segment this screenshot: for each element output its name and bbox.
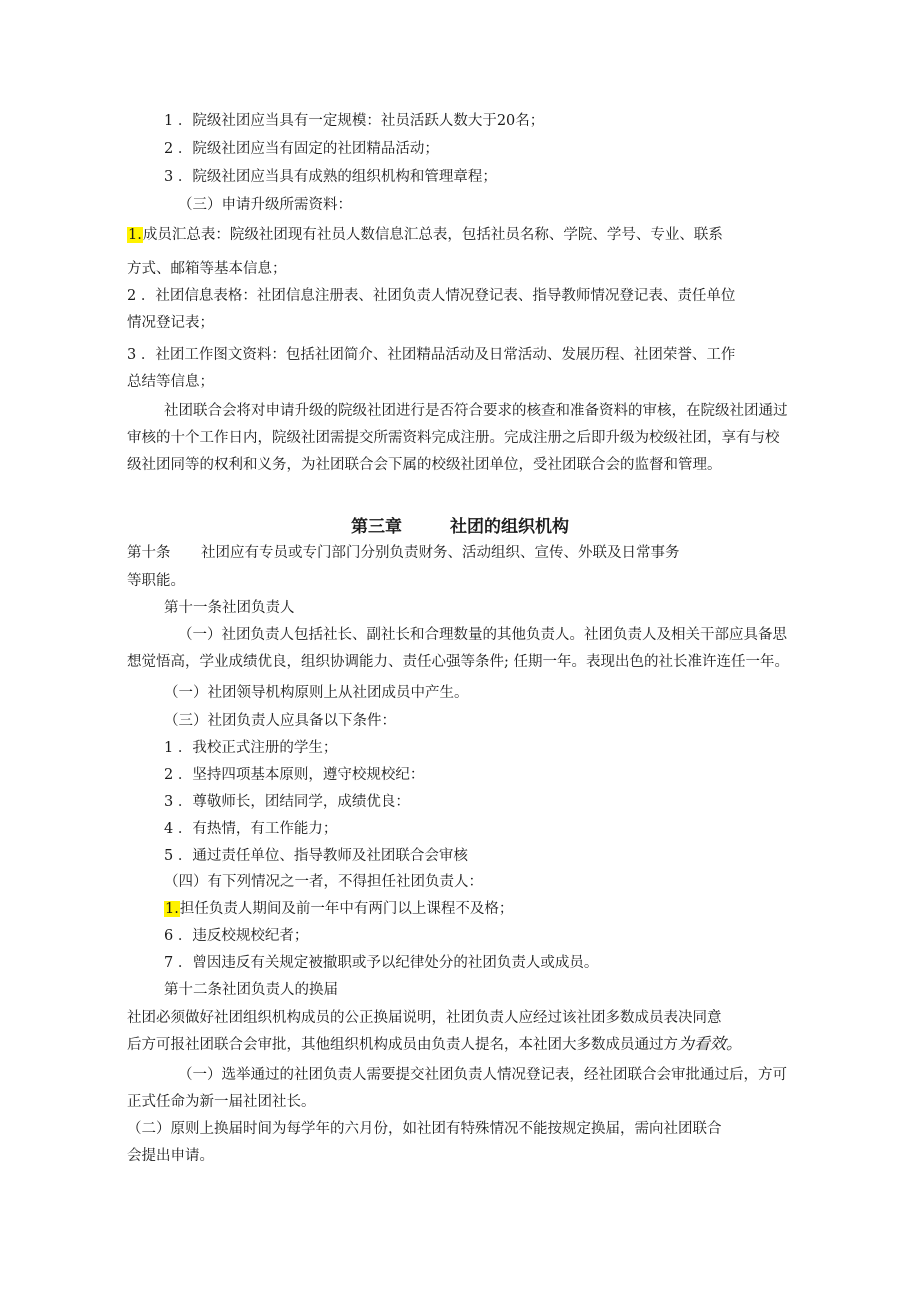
material-3: 3 ．社团工作图文资料：包括社团简介、社团精品活动及日常活动、发展历程、社团荣誉、工作 [127,347,736,363]
article-10-cont: 等职能。 [127,573,185,589]
highlighted-number: 1. [165,901,179,917]
article-11-para-4: （四）有下列情况之一者，不得担任社团负责人： [164,874,483,890]
article-12-para-line-2: 后方可报社团联合会审批，其他组织机构成员由负责人提名，本社团大多数成员通过方为看效。 [127,1034,743,1053]
material-2-cont: 情况登记表； [127,315,214,331]
material-3-cont: 总结等信息； [127,374,214,390]
article-11-para-3: （三）社团负责人应具备以下条件： [164,713,396,729]
review-paragraph-line-1: 社团联合会将对申请升级的院级社团进行是否符合要求的核查和准备资料的审核，在院级社团通过 [164,403,788,419]
chapter-number: 第三章 [351,517,402,537]
requirement-1: 1 ．院级社团应当具有一定规模：社员活跃人数大于20名； [164,113,545,129]
condition-4: 4 ．有热情，有工作能力； [164,821,338,837]
article-10: 第十条 社团应有专员或专门部门分别负责财务、活动组织、宣传、外联及日常事务 [127,545,680,561]
article-11-para-2: （一）社团领导机构原则上从社团成员中产生。 [164,685,469,701]
material-2: 2 ．社团信息表格：社团信息注册表、社团负责人情况登记表、指导教师情况登记表、责任单位 [127,288,736,304]
material-1-cont: 方式、邮箱等基本信息； [127,261,287,277]
article-11-para-1-line-1: （一）社团负责人包括社长、副社长和合理数量的其他负责人。社团负责人及相关干部应具备思 [178,627,787,643]
article-12-item-1-line-1: （一）选举通过的社团负责人需要提交社团负责人情况登记表，经社团联合会审批通过后，方可 [178,1067,787,1083]
review-paragraph-line-3: 级社团同等的权利和义务，为社团联合会下属的校级社团单位，受社团联合会的监督和管理。 [127,457,722,473]
condition-3: 3 ．尊敬师长，团结同学，成绩优良： [164,794,410,810]
disqualification-6: 6 ．违反校规校纪者； [164,928,309,944]
article-12-item-2-line-2: 会提出申请。 [127,1148,214,1164]
condition-5: 5 ．通过责任单位、指导教师及社团联合会审核 [164,848,468,864]
article-12-title: 第十二条社团负责人的换届 [164,982,338,998]
article-12-item-1-line-2: 正式任命为新一届社团社长。 [127,1094,316,1110]
article-11-title: 第十一条社团负责人 [164,600,295,616]
material-1: 1.成员汇总表：院级社团现有社员人数信息汇总表，包括社员名称、学院、学号、专业、联系 [128,227,723,243]
chapter-heading [0,516,920,538]
article-11-para-1-line-2: 想觉悟高，学业成绩优良，组织协调能力、责任心强等条件; 任期一年。表现出色的社长准许连任一年。 [127,654,789,670]
article-12-para-line-1: 社团必须做好社团组织机构成员的公正换届说明，社团负责人应经过该社团多数成员表决同意 [127,1010,722,1026]
chapter-title: 社团的组织机构 [450,517,569,537]
article-12-item-2-line-1: （二）原则上换届时间为每学年的六月份，如社团有特殊情况不能按规定换届，需向社团联合 [127,1121,722,1137]
disqualification-1: 1.担任负责人期间及前一年中有两门以上课程不及格； [165,901,514,917]
requirement-3: 3 ．院级社团应当具有成熟的组织机构和管理章程； [164,169,497,185]
subheading-materials: （三）申请升级所需资料： [178,197,352,213]
highlighted-number: 1. [128,227,142,243]
italic-tail: 为看效。 [678,1034,743,1053]
condition-1: 1 ．我校正式注册的学生； [164,740,338,756]
condition-2: 2 ．坚持四项基本原则，遵守校规校纪： [164,767,425,783]
article-10-label: 第十条 [127,545,171,561]
review-paragraph-line-2: 审核的十个工作日内，院级社团需提交所需资料完成注册。完成注册之后即升级为校级社团，享有与校 [127,430,780,446]
disqualification-7: 7 ．曾因违反有关规定被撤职或予以纪律处分的社团负责人或成员。 [164,955,599,971]
requirement-2: 2 ．院级社团应当有固定的社团精品活动； [164,141,439,157]
